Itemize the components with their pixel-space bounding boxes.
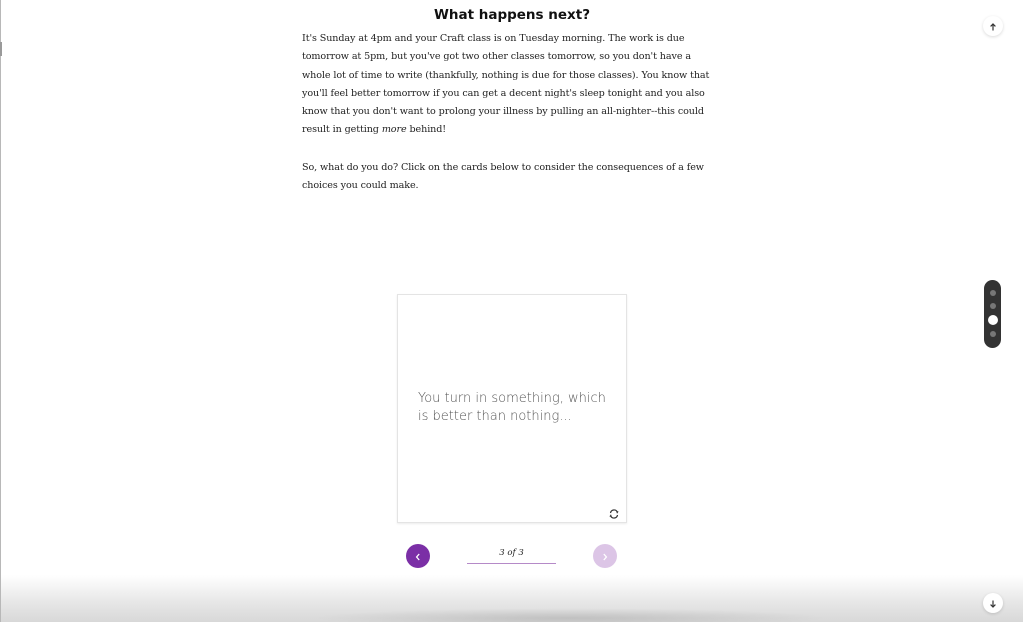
bottom-shadow <box>310 608 830 622</box>
window-edge-handle <box>0 42 2 56</box>
intro-text-end: behind! <box>406 124 447 136</box>
card-counter: 3 of 3 <box>467 547 556 564</box>
emphasis-text: more <box>381 124 407 136</box>
arrow-up-icon <box>988 17 998 36</box>
previous-card-button[interactable] <box>406 544 430 568</box>
instruction-paragraph: So, what do you do? Click on the cards below to consider the consequences of a few choices you could make. <box>302 161 704 192</box>
section-dot-3-active[interactable] <box>988 315 998 325</box>
flashcard-text: You turn in something, which is better than nothing... <box>418 391 606 424</box>
next-card-button[interactable] <box>593 544 617 568</box>
flip-icon[interactable] <box>608 505 620 517</box>
lesson-content <box>302 6 722 195</box>
intro-text: It's Sunday at 4pm and your Craft class is on Tuesday morning. The work is due tomorrow at 5pm, but you've got two other classes tomorrow, so you don't have a whole lot of time to write (thankfully, nothing is due for those classes). You know that you'll feel better tomorrow if you can get a decent night's sleep tonight and you also know that you don't want to prolong your illness by pulling an all-nighter--this could result in getting <box>302 33 710 136</box>
chevron-right-icon <box>600 547 610 566</box>
section-dot-4[interactable] <box>990 331 996 337</box>
page-title: What happens next? <box>433 7 591 23</box>
flashcard[interactable] <box>397 294 627 523</box>
section-dot-1[interactable] <box>990 290 996 296</box>
scroll-down-button[interactable] <box>983 593 1003 613</box>
intro-paragraph <box>302 30 722 140</box>
window-left-border <box>0 0 1 622</box>
section-dot-2[interactable] <box>990 303 996 309</box>
section-progress-nav <box>984 280 1001 348</box>
arrow-down-icon <box>988 594 998 613</box>
carousel-navigation <box>397 543 627 569</box>
scroll-up-button[interactable] <box>983 16 1003 36</box>
chevron-left-icon <box>413 547 423 566</box>
